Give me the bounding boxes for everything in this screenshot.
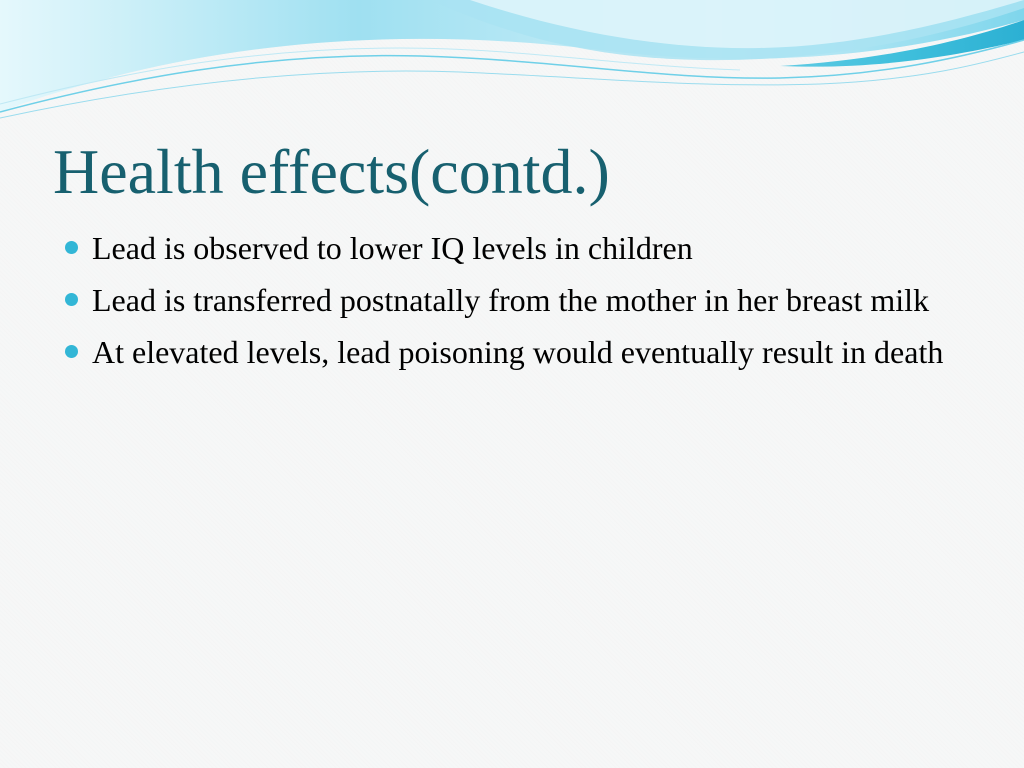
bullet-text: At elevated levels, lead poisoning would eventually result in death: [92, 334, 944, 370]
bullet-text: Lead is transferred postnatally from the mother in her breast milk: [92, 282, 930, 318]
bullet-list: [63, 226, 963, 382]
bullet-dot-icon: [65, 293, 78, 306]
bullet-dot-icon: [65, 345, 78, 358]
bullet-item-iq: [63, 226, 963, 271]
bullet-item-death: [63, 330, 963, 375]
slide-title: Health effects(contd.): [53, 136, 610, 207]
wave-header-decoration: [0, 0, 1024, 125]
bullet-item-breast-milk: [63, 278, 963, 323]
bullet-dot-icon: [65, 241, 78, 254]
bullet-text: Lead is observed to lower IQ levels in children: [92, 230, 693, 266]
